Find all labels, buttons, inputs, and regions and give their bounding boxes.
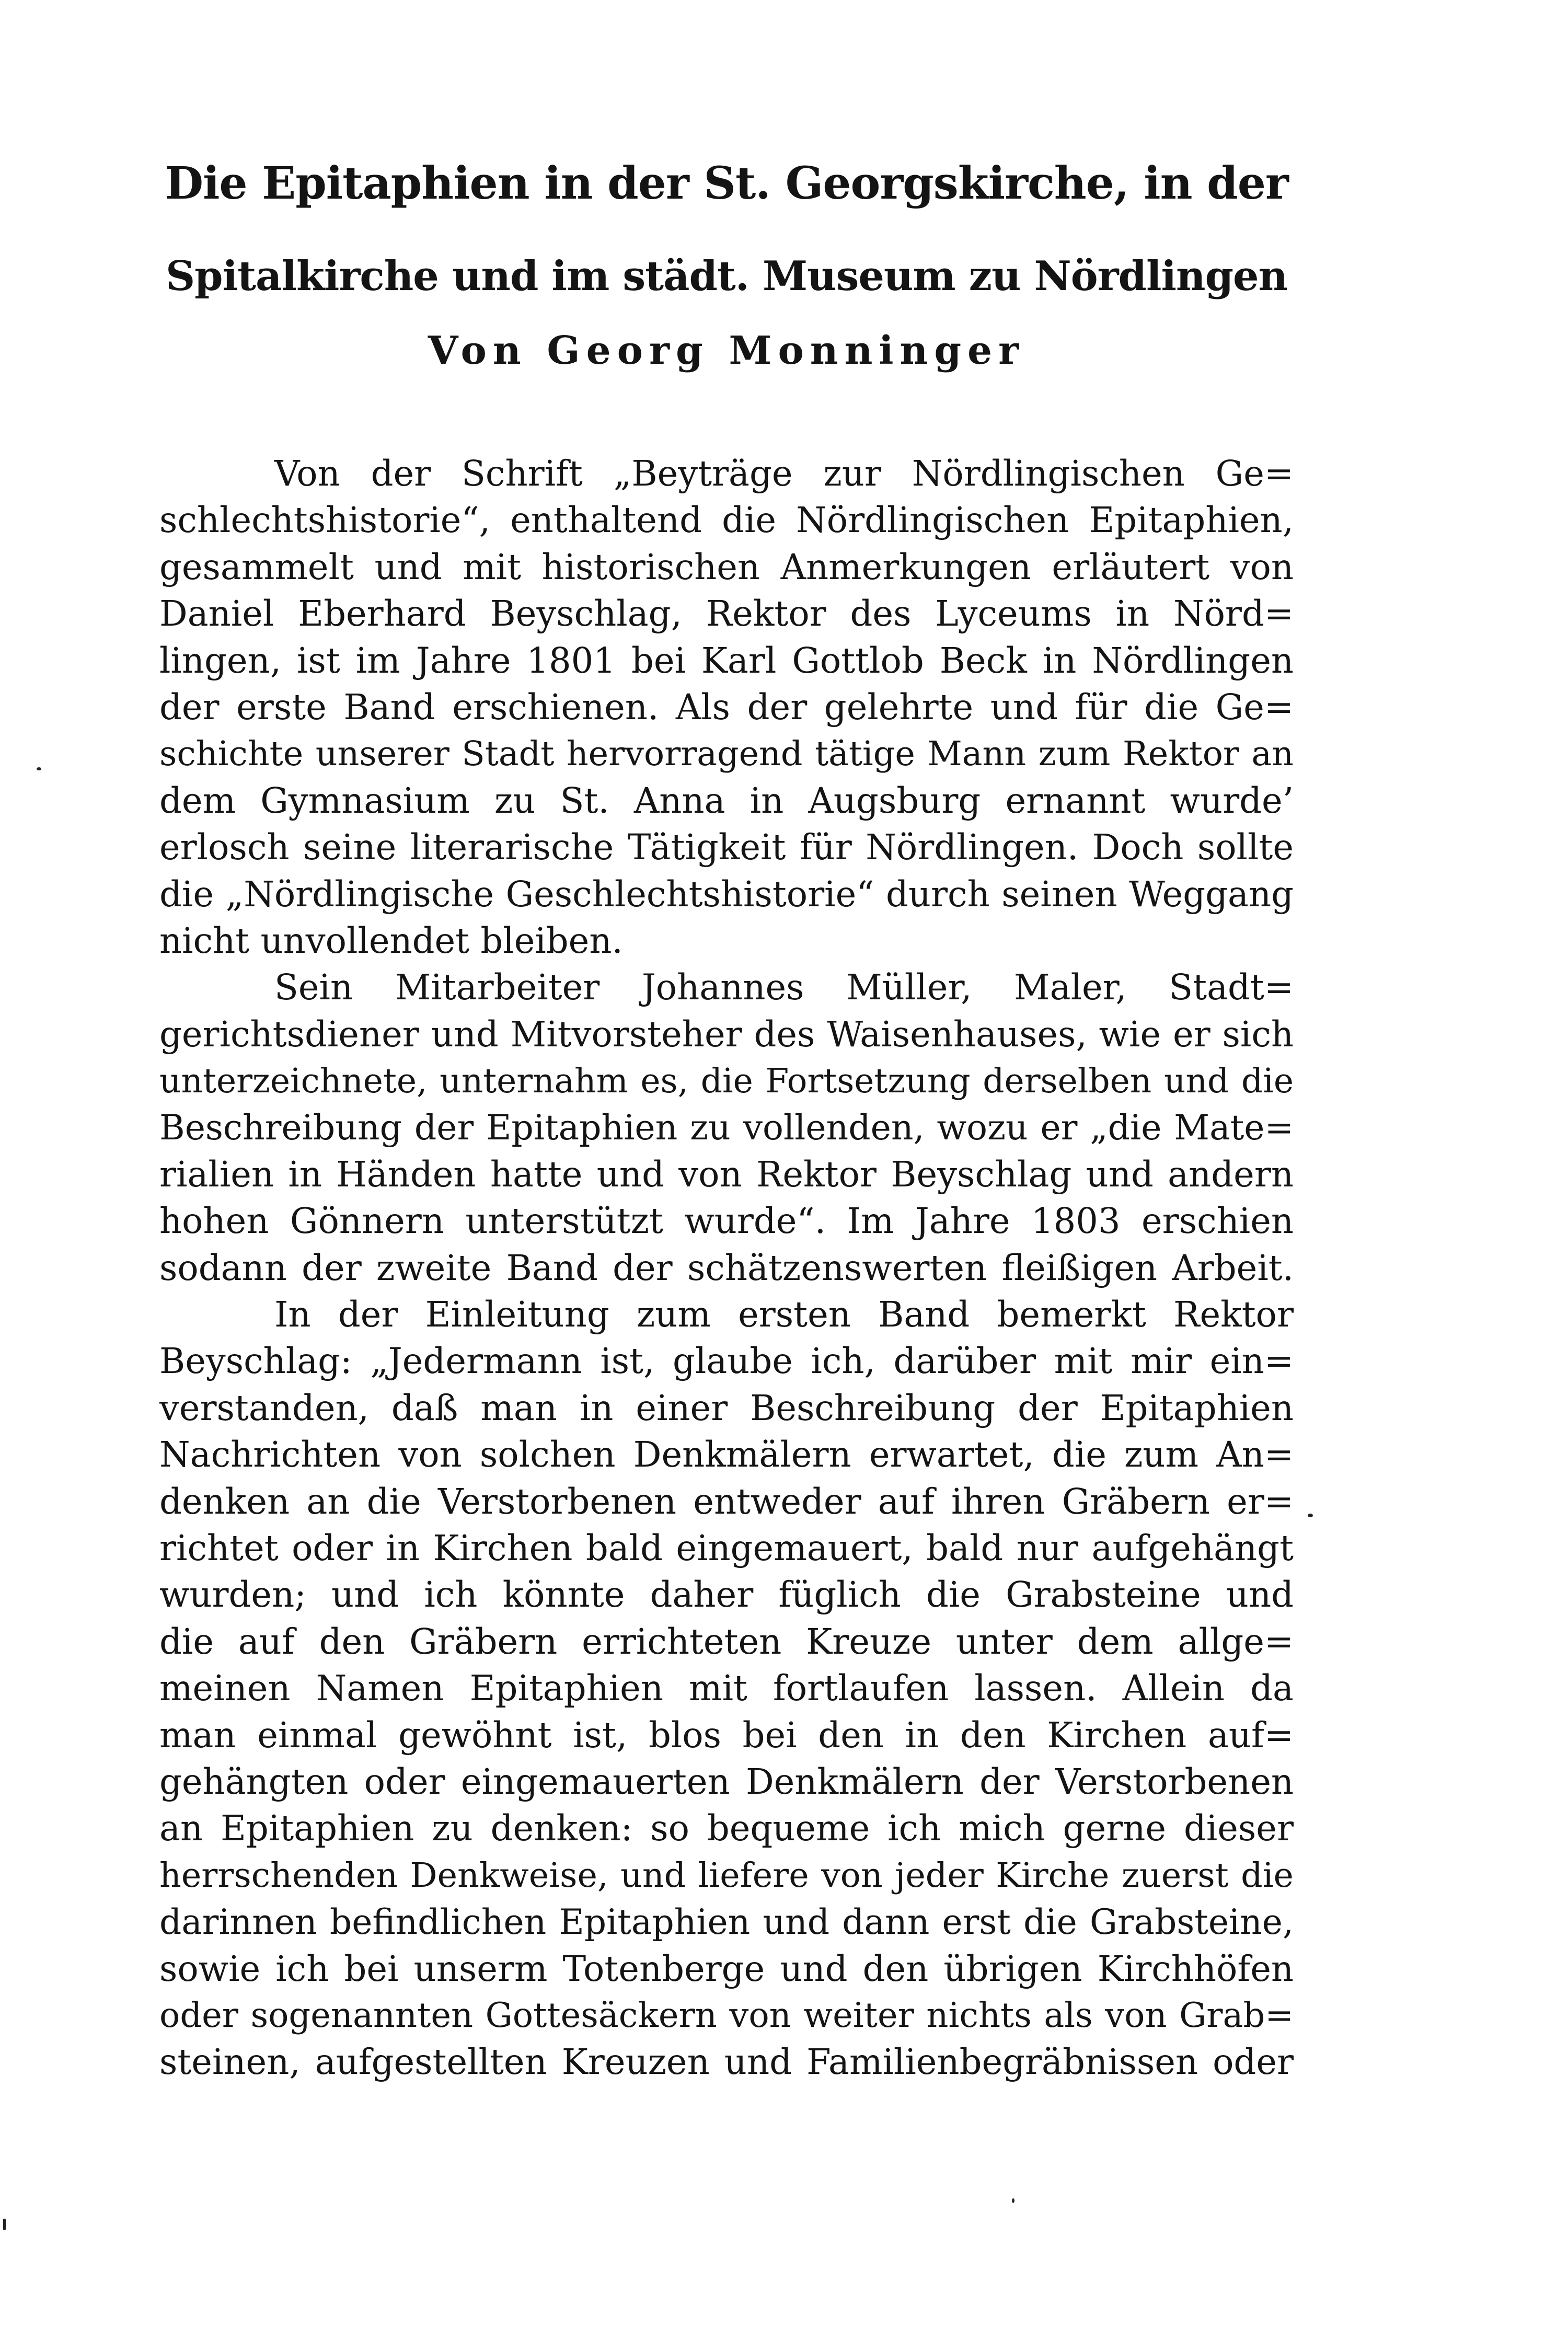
text-line: wurden; und ich könnte daher füglich die Grabsteine und xyxy=(159,1574,1294,1616)
text-line: Beschreibung der Epitaphien zu vollenden, wozu er „die Mate= xyxy=(159,1107,1294,1148)
text-line: gesammelt und mit historischen Anmerkungen erläutert von xyxy=(159,546,1294,587)
title-line-2: Spitalkirche und im städt. Museum zu Nördlingen xyxy=(165,252,1288,300)
text-line: nicht unvollendet bleiben. xyxy=(159,920,623,961)
text-line: dem Gymnasium zu St. Anna in Augsburg ernannt wurde’ xyxy=(159,780,1294,821)
text-line: denken an die Verstorbenen entweder auf ihren Gräbern er= xyxy=(159,1481,1294,1522)
scan-speck xyxy=(1308,1514,1313,1517)
text-line: verstanden, daß man in einer Beschreibung der Epitaphien xyxy=(159,1387,1294,1428)
text-line: meinen Namen Epitaphien mit fortlaufen lassen. Allein da xyxy=(159,1668,1294,1709)
text-line: unterzeichnete, unternahm es, die Fortsetzung derselben und die xyxy=(159,1062,1294,1101)
text-line: steinen, aufgestellten Kreuzen und Familienbegräbnissen oder xyxy=(159,2041,1294,2083)
scan-speck xyxy=(37,767,41,770)
text-line: gehängten oder eingemauerten Denkmälern der Verstorbenen xyxy=(159,1761,1294,1802)
text-line: der erste Band erschienen. Als der gelehrte und für die Ge= xyxy=(159,686,1294,728)
text-line: Beyschlag: „Jedermann ist, glaube ich, darüber mit mir ein= xyxy=(159,1341,1294,1382)
article-body xyxy=(159,451,1294,2086)
text-line: an Epitaphien zu denken: so bequeme ich mich gerne dieser xyxy=(159,1808,1294,1849)
text-line: schlechtshistorie“, enthaltend die Nördlingischen Epitaphien, xyxy=(159,500,1294,541)
text-line: gerichtsdiener und Mitvorsteher des Waisenhauses, wie er sich xyxy=(159,1013,1294,1055)
text-line: Daniel Eberhard Beyschlag, Rektor des Lyceums in Nörd= xyxy=(159,593,1294,635)
text-line: man einmal gewöhnt ist, blos bei den in den Kirchen auf= xyxy=(159,1714,1294,1756)
author-line: Von Georg Monninger xyxy=(428,328,1025,373)
text-line: Nachrichten von solchen Denkmälern erwartet, die zum An= xyxy=(159,1434,1294,1475)
text-line: herrschenden Denkweise, und liefere von jeder Kirche zuerst die xyxy=(159,1855,1294,1895)
text-line: die „Nördlingische Geschlechtshistorie“ durch seinen Weggang xyxy=(159,873,1294,915)
text-line: Von der Schrift „Beyträge zur Nördlingischen Ge= xyxy=(274,453,1294,494)
title-line-1: Die Epitaphien in der St. Georgskirche, in der xyxy=(165,157,1288,210)
text-line: erlosch seine literarische Tätigkeit für Nördlingen. Doch sollte xyxy=(159,827,1294,868)
scan-speck xyxy=(3,2219,6,2230)
text-line: darinnen befindlichen Epitaphien und dann erst die Grabsteine, xyxy=(159,1902,1294,1943)
scan-speck xyxy=(1012,2198,1014,2203)
text-line: sodann der zweite Band der schätzenswerten fleißigen Arbeit. xyxy=(159,1247,1294,1288)
text-line: hohen Gönnern unterstützt wurde“. Im Jahre 1803 erschien xyxy=(159,1201,1294,1242)
text-line: die auf den Gräbern errichteten Kreuze unter dem allge= xyxy=(159,1621,1294,1662)
text-line: schichte unserer Stadt hervorragend tätige Mann zum Rektor an xyxy=(159,734,1294,774)
text-line: oder sogenannten Gottesäckern von weiter nichts als von Grab= xyxy=(159,1995,1294,2035)
text-line: Sein Mitarbeiter Johannes Müller, Maler, Stadt= xyxy=(274,967,1294,1008)
text-line: sowie ich bei unserm Totenberge und den übrigen Kirchhöfen xyxy=(159,1948,1294,1989)
article-title xyxy=(157,137,1296,323)
text-line: In der Einleitung zum ersten Band bemerkt Rektor xyxy=(274,1294,1294,1335)
text-line: richtet oder in Kirchen bald eingemauert, bald nur aufgehängt xyxy=(159,1527,1294,1568)
text-line: lingen, ist im Jahre 1801 bei Karl Gottlob Beck in Nördlingen xyxy=(159,640,1294,681)
text-line: rialien in Händen hatte und von Rektor Beyschlag und andern xyxy=(159,1154,1294,1195)
